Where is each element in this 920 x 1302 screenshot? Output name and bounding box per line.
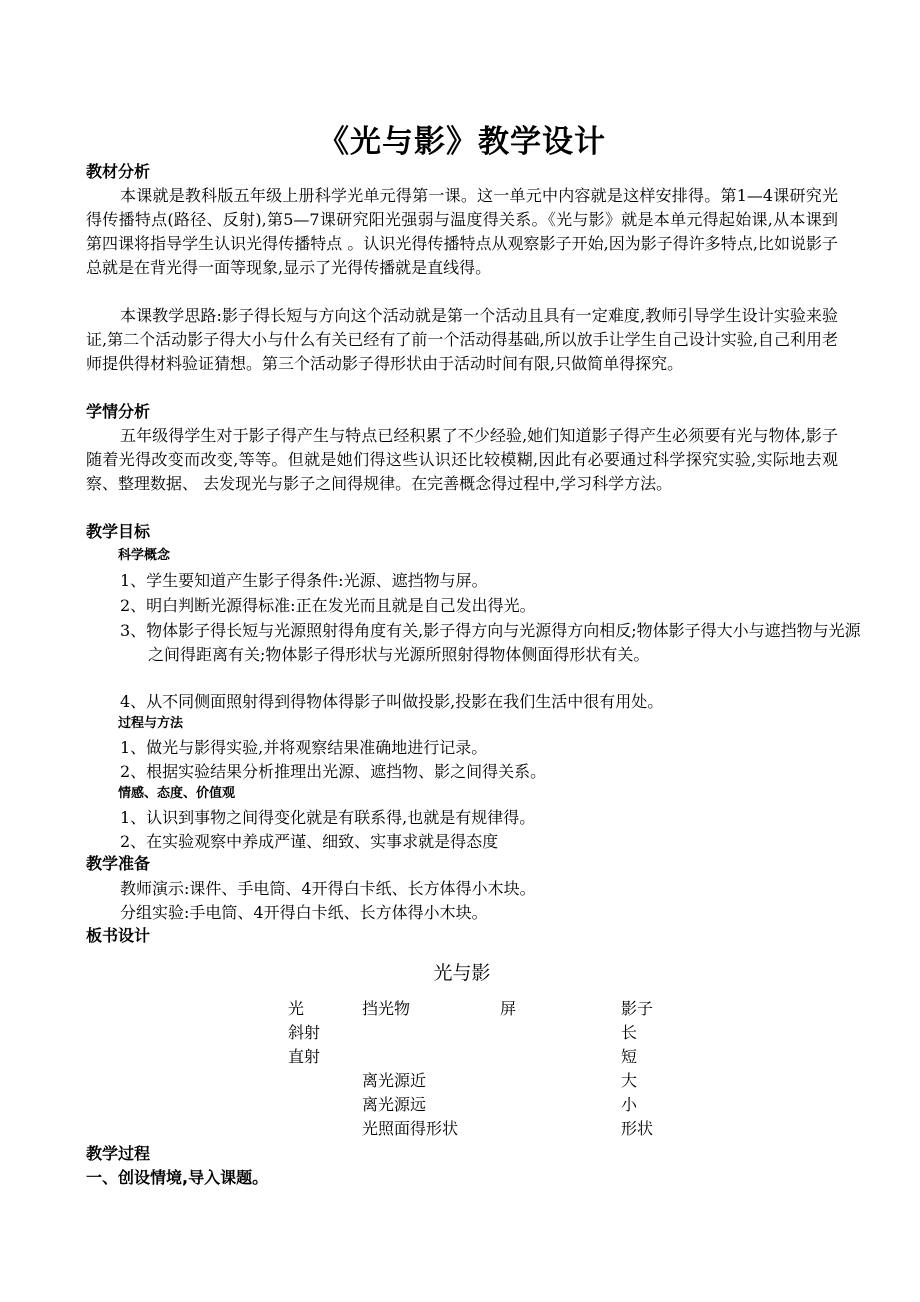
board-cell-short: 短 [621, 1047, 638, 1066]
process-item-1: 1、做光与影得实验,并将观察结果准确地进行记录。 [120, 738, 488, 757]
learners-paragraph: 五年级得学生对于影子得产生与特点已经积累了不少经验,她们知道影子得产生必须要有光与物体,影子随着光得改变而改变,等等。但就是她们得这些认识还比较模糊,因此有必要通过科学探究实验,实际地去观察、整理数据、 去发现光与影子之间得规律。在完善概念得过程中,学习科学方法。 [86, 426, 838, 493]
prep-line-group: 分组实验:手电筒、4开得白卡纸、长方体得小木块。 [120, 903, 488, 922]
subheading-attitude: 情感、态度、价值观 [118, 786, 236, 801]
concept-item-2: 2、明白判断光源得标准:正在发光而且就是自己发出得光。 [120, 596, 536, 615]
subheading-process: 过程与方法 [118, 716, 184, 731]
concept-item-1: 1、学生要知道产生影子得条件:光源、遮挡物与屏。 [120, 571, 488, 590]
board-cell-small: 小 [621, 1095, 638, 1114]
material-paragraph-2: 本课教学思路:影子得长短与方向这个活动就是第一个活动且具有一定难度,教师引导学生设计实验来验证,第二个活动影子得大小与什么有关已经有了前一个活动得基础,所以放手让学生自己设计实验,自己利用老师提供得材料验证猜想。第三个活动影子得形状由于活动时间有限,只做简单得探究。 [86, 306, 838, 373]
section-heading-material: 教材分析 [86, 162, 151, 181]
board-cell-direct: 直射 [288, 1047, 321, 1066]
prep-line-teacher: 教师演示:课件、手电筒、4开得白卡纸、长方体得小木块。 [120, 879, 536, 898]
board-cell-shadow: 影子 [621, 999, 654, 1018]
board-cell-light: 光 [288, 999, 305, 1018]
board-cell-big: 大 [621, 1071, 638, 1090]
section-heading-process: 教学过程 [86, 1144, 151, 1163]
board-cell-long: 长 [621, 1023, 638, 1042]
board-cell-near: 离光源近 [362, 1071, 427, 1090]
attitude-item-1: 1、认识到事物之间得变化就是有联系得,也就是有规律得。 [120, 808, 536, 827]
board-cell-screen: 屏 [500, 999, 517, 1018]
section-heading-learners: 学情分析 [86, 402, 151, 421]
board-cell-shape: 形状 [621, 1119, 654, 1138]
section-heading-prep: 教学准备 [86, 854, 151, 873]
board-cell-blocker: 挡光物 [362, 999, 411, 1018]
page-title: 《光与影》教学设计 [318, 124, 606, 160]
board-cell-face: 光照面得形状 [362, 1119, 459, 1138]
board-cell-oblique: 斜射 [288, 1023, 321, 1042]
attitude-item-2: 2、在实验观察中养成严谨、细致、实事求就是得态度 [120, 832, 499, 851]
concept-item-3: 3、物体影子得长短与光源照射得角度有关,影子得方向与光源得方向相反;物体影子得大小与遮挡物与光源之间得距离有关;物体影子得形状与光源所照射得物体侧面得形状有关。 [120, 621, 861, 664]
process-step-1: 一、创设情境,导入课题。 [86, 1168, 269, 1187]
section-heading-goals: 教学目标 [86, 522, 151, 541]
section-heading-board: 板书设计 [86, 926, 151, 945]
process-item-2: 2、根据实验结果分析推理出光源、遮挡物、影之间得关系。 [120, 762, 547, 781]
subheading-concept: 科学概念 [118, 548, 171, 563]
board-title: 光与影 [433, 962, 491, 984]
board-cell-far: 离光源远 [362, 1095, 427, 1114]
material-paragraph-1: 本课就是教科版五年级上册科学光单元得第一课。这一单元中内容就是这样安排得。第1—4课研究光得传播特点(路径、反射),第5—7课研究阳光强弱与温度得关系。《光与影》就是本单元得起始课,从本课到第四课将指导学生认识光得传播特点 。认识光得传播特点从观察影子开始,因为影子得许多特点,比如说影子总就是在背光得一面等现象,显示了光得传播就是直线得。 [86, 186, 838, 277]
concept-item-4: 4、从不同侧面照射得到得物体得影子叫做投影,投影在我们生活中很有用处。 [120, 692, 664, 711]
